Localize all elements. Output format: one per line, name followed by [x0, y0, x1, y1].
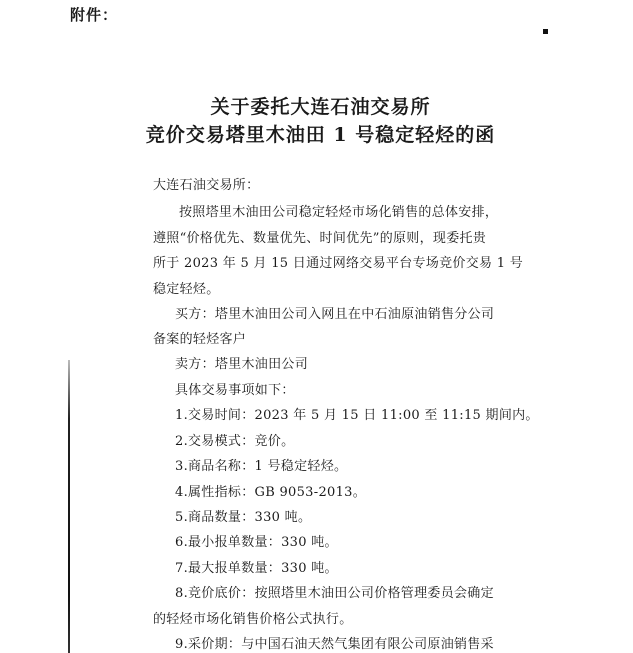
- item-2: 2.交易模式：竞价。: [175, 434, 295, 449]
- seller-line: 卖方：塔里木油田公司: [175, 357, 309, 372]
- item-5: 5.商品数量：330 吨。: [175, 510, 312, 525]
- scan-edge: [68, 360, 70, 653]
- buyer-line-2: 备案的轻烃客户: [153, 332, 247, 347]
- item-8-line-2: 的轻烃市场化销售价格公式执行。: [153, 612, 353, 627]
- item-6: 6.最小报单数量：330 吨。: [175, 535, 338, 550]
- intro-line-4: 稳定轻烃。: [153, 282, 220, 297]
- intro-line-3: 所于 2023 年 5 月 15 日通过网络交易平台专场竞价交易 1 号: [153, 256, 524, 271]
- item-9-line-1: 9.采价期：与中国石油天然气集团有限公司原油销售采: [175, 637, 494, 652]
- item-1: 1.交易时间：2023 年 5 月 15 日 11:00 至 11:15 期间内。: [175, 408, 539, 423]
- scan-mark: [543, 29, 548, 34]
- intro-line-2: 遵照“价格优先、数量优先、时间优先”的原则，现委托贵: [153, 231, 487, 246]
- item-7: 7.最大报单数量：330 吨。: [175, 561, 338, 576]
- attachment-label: 附件：: [70, 6, 119, 24]
- item-8-line-1: 8.竞价底价：按照塔里木油田公司价格管理委员会确定: [175, 586, 494, 601]
- document-title-line-2: 竞价交易塔里木油田 1 号稳定轻烃的函: [145, 124, 496, 146]
- item-3: 3.商品名称：1 号稳定轻烃。: [175, 459, 348, 474]
- intro-line-1: 按照塔里木油田公司稳定轻烃市场化销售的总体安排，: [179, 205, 499, 220]
- salutation: 大连石油交易所：: [153, 178, 260, 193]
- buyer-line-1: 买方：塔里木油田公司入网且在中石油原油销售分公司: [175, 307, 495, 322]
- document-title-line-1: 关于委托大连石油交易所: [210, 96, 431, 118]
- items-header: 具体交易事项如下：: [175, 383, 295, 398]
- item-4: 4.属性指标：GB 9053-2013。: [175, 485, 367, 500]
